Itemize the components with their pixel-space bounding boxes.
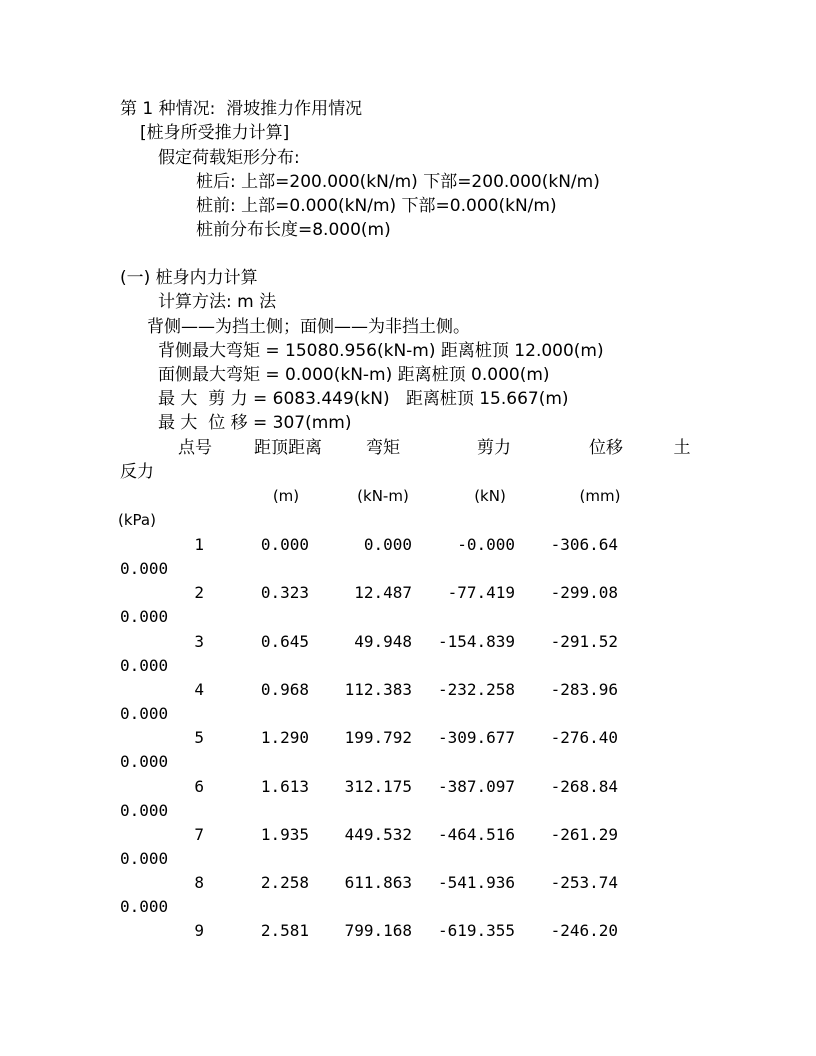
cell-displacement: -299.08: [550, 583, 618, 603]
cell-moment: 611.863: [344, 873, 412, 893]
cell-reaction: 0.000: [120, 897, 169, 917]
cell-point-no: 7: [194, 824, 204, 844]
cell-shear: -619.355: [437, 921, 515, 941]
cell-reaction: 0.000: [120, 655, 169, 675]
cell-distance: 1.935: [260, 824, 309, 844]
load-assumption: 假定荷载矩形分布:: [158, 148, 300, 168]
header-reaction: 反力: [120, 462, 154, 482]
cell-moment: 799.168: [344, 921, 412, 941]
cell-shear: -0.000: [457, 535, 515, 554]
cell-shear: -541.936: [437, 873, 515, 893]
cell-distance: 2.581: [260, 921, 309, 941]
cell-distance: 0.645: [260, 631, 309, 651]
cell-distance: 2.258: [260, 873, 309, 893]
unit-moment: (kN-m): [357, 487, 409, 505]
cell-reaction: 0.000: [120, 752, 169, 772]
cell-moment: 0.000: [363, 535, 412, 554]
cell-displacement: -276.40: [550, 728, 618, 748]
cell-point-no: 4: [194, 679, 204, 699]
cell-distance: 0.323: [260, 583, 309, 603]
cell-displacement: -268.84: [550, 776, 618, 796]
case-title: 第 1 种情况: 滑坡推力作用情况: [120, 99, 363, 119]
cell-moment: 199.792: [344, 728, 412, 748]
section-calc-heading: [桩身所受推力计算]: [140, 123, 290, 143]
unit-displacement: (mm): [579, 487, 621, 505]
cell-distance: 0.968: [260, 679, 309, 699]
internal-force-heading: (一) 桩身内力计算: [120, 268, 258, 288]
header-soil: 土: [673, 438, 691, 458]
cell-shear: -77.419: [447, 583, 515, 603]
cell-distance: 1.290: [260, 728, 309, 748]
cell-distance: 1.613: [260, 776, 309, 796]
back-max-moment: 背侧最大弯矩 = 15080.956(kN-m) 距离桩顶 12.000(m): [158, 341, 604, 361]
cell-point-no: 9: [194, 921, 204, 941]
header-moment: 弯矩: [366, 438, 400, 458]
cell-shear: -232.258: [437, 679, 515, 699]
cell-moment: 112.383: [344, 679, 412, 699]
cell-point-no: 1: [194, 535, 204, 554]
max-shear: 最 大 剪 力 = 6083.449(kN) 距离桩顶 15.667(m): [158, 389, 569, 409]
cell-shear: -387.097: [437, 776, 515, 796]
front-max-moment: 面侧最大弯矩 = 0.000(kN-m) 距离桩顶 0.000(m): [158, 365, 550, 385]
cell-reaction: 0.000: [120, 703, 169, 723]
calc-method: 计算方法: m 法: [158, 292, 277, 312]
unit-distance: (m): [272, 487, 300, 505]
cell-displacement: -261.29: [550, 824, 618, 844]
cell-point-no: 8: [194, 873, 204, 893]
cell-displacement: -253.74: [550, 873, 618, 893]
cell-point-no: 3: [194, 631, 204, 651]
load-back: 桩后: 上部=200.000(kN/m) 下部=200.000(kN/m): [196, 172, 600, 192]
load-front: 桩前: 上部=0.000(kN/m) 下部=0.000(kN/m): [196, 196, 557, 216]
cell-moment: 312.175: [344, 776, 412, 796]
cell-reaction: 0.000: [120, 607, 169, 627]
cell-displacement: -291.52: [550, 631, 618, 651]
cell-shear: -309.677: [437, 728, 515, 748]
side-definition: 背侧——为挡土侧；面侧——为非挡土侧。: [147, 317, 470, 337]
cell-reaction: 0.000: [120, 800, 169, 820]
load-length: 桩前分布长度=8.000(m): [196, 220, 391, 240]
header-shear: 剪力: [477, 438, 511, 458]
cell-point-no: 2: [194, 583, 204, 603]
header-displacement: 位移: [589, 438, 623, 458]
cell-shear: -464.516: [437, 824, 515, 844]
header-point-no: 点号: [178, 438, 212, 458]
cell-shear: -154.839: [437, 631, 515, 651]
unit-reaction: (kPa): [118, 511, 156, 529]
cell-displacement: -283.96: [550, 679, 618, 699]
cell-moment: 49.948: [354, 631, 412, 651]
cell-point-no: 5: [194, 728, 204, 748]
cell-reaction: 0.000: [120, 848, 169, 868]
cell-displacement: -246.20: [550, 921, 618, 941]
cell-distance: 0.000: [260, 535, 309, 554]
cell-displacement: -306.64: [550, 535, 618, 554]
cell-moment: 12.487: [354, 583, 412, 603]
max-displacement: 最 大 位 移 = 307(mm): [158, 413, 352, 433]
header-distance: 距顶距离: [254, 438, 322, 458]
cell-moment: 449.532: [344, 824, 412, 844]
cell-point-no: 6: [194, 776, 204, 796]
unit-shear: (kN): [474, 487, 506, 505]
cell-reaction: 0.000: [120, 559, 169, 578]
